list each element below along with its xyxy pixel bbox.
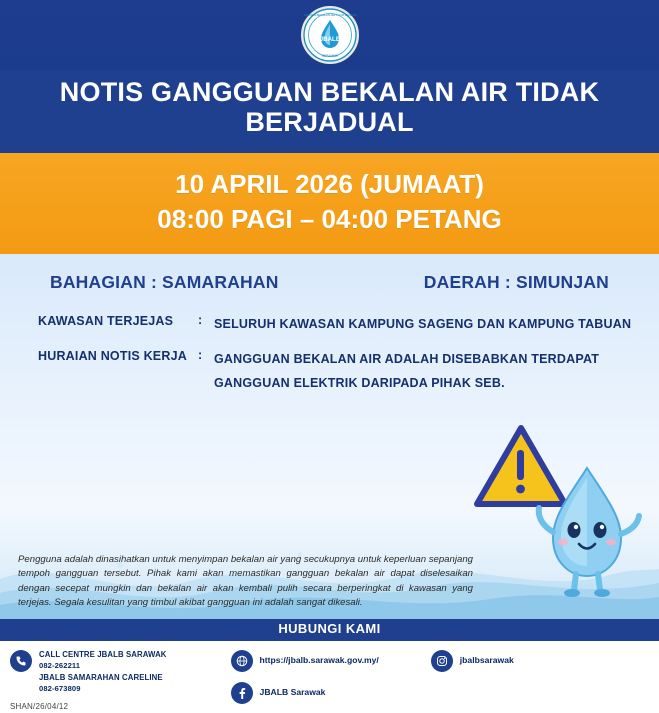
phone-icon [10,650,32,672]
work-description-label: HURAIAN NOTIS KERJA [38,349,187,364]
work-description-colon: : [198,348,203,363]
page-title: NOTIS GANGGUAN BEKALAN AIR TIDAK BERJADUAL [59,77,600,137]
contact-heading: HUBUNGI KAMI [278,620,381,636]
facebook-handle[interactable]: JBALB Sarawak [259,687,326,698]
info-section [0,254,659,509]
globe-icon [231,650,253,672]
website-url[interactable]: https://jbalb.sarawak.gov.my/ [259,655,379,666]
affected-area-field [26,307,633,343]
instagram-icon [431,650,453,672]
website-row[interactable] [231,649,379,672]
division-label: BAHAGIAN : SAMARAHAN [50,271,279,292]
work-description-value: GANGGUAN BEKALAN AIR ADALAH DISEBABKAN TERDAPAT GANGGUAN ELEKTRIK DARIPADA PIHAK SEB. [214,352,600,391]
svg-text:JBALB: JBALB [319,36,340,43]
call-centre-title: CALL CENTRE JBALB SARAWAK [39,649,167,659]
footer [0,641,659,713]
web-social-block [231,649,379,713]
affected-area-value: SELURUH KAWASAN KAMPUNG SAGENG DAN KAMPUNG TABUAN [214,316,632,331]
careline-phone[interactable]: 082-673809 [39,684,81,694]
call-centre-phone[interactable]: 082-262211 [39,661,81,671]
instagram-block [431,649,514,681]
notice-time: 08:00 PAGI – 04:00 PETANG [157,204,502,235]
reference-code: SHAN/26/04/12 [10,701,69,711]
advisory-note: Pengguna adalah dinasihatkan untuk menyimpan bekalan air yang secukupnya untuk keperluan sepanjang tempoh gangguan tersebut. Pihak kami akan memastikan gangguan bekalan air dapat diselesaikan dengan secepat mungkin dan bekalan air akan kembali pulih secara berperingkat di kawasan yang terjejas. Segala kesulitan yang timbul akibat gangguan ini adalah sangat dikesali. [18,554,473,609]
contact-band [0,619,659,641]
instagram-handle[interactable]: jbalbsarawak [459,655,514,666]
logo-band [0,0,659,70]
call-centre-block [10,649,167,695]
notice-date: 10 APRIL 2026 (JUMAAT) [175,169,484,200]
date-band [0,153,659,253]
careline-title: JBALB SAMARAHAN CARELINE [39,672,163,682]
instagram-row[interactable] [431,649,514,672]
facebook-row[interactable] [231,681,379,704]
title-bar [0,70,659,153]
facebook-icon [231,682,253,704]
jbalb-logo-icon [301,6,359,64]
svg-text:JABATAN BEKALAN AIR LUAR BANDA: JABATAN BEKALAN AIR LUAR BANDAR [302,13,357,18]
wave-section [0,509,659,619]
work-description-field [26,342,633,402]
affected-area-colon: : [198,312,203,327]
affected-area-label: KAWASAN TERJEJAS [38,313,174,328]
svg-text:SARAWAK: SARAWAK [321,54,338,58]
district-label: DAERAH : SIMUNJAN [423,271,609,292]
region-row [26,268,633,307]
